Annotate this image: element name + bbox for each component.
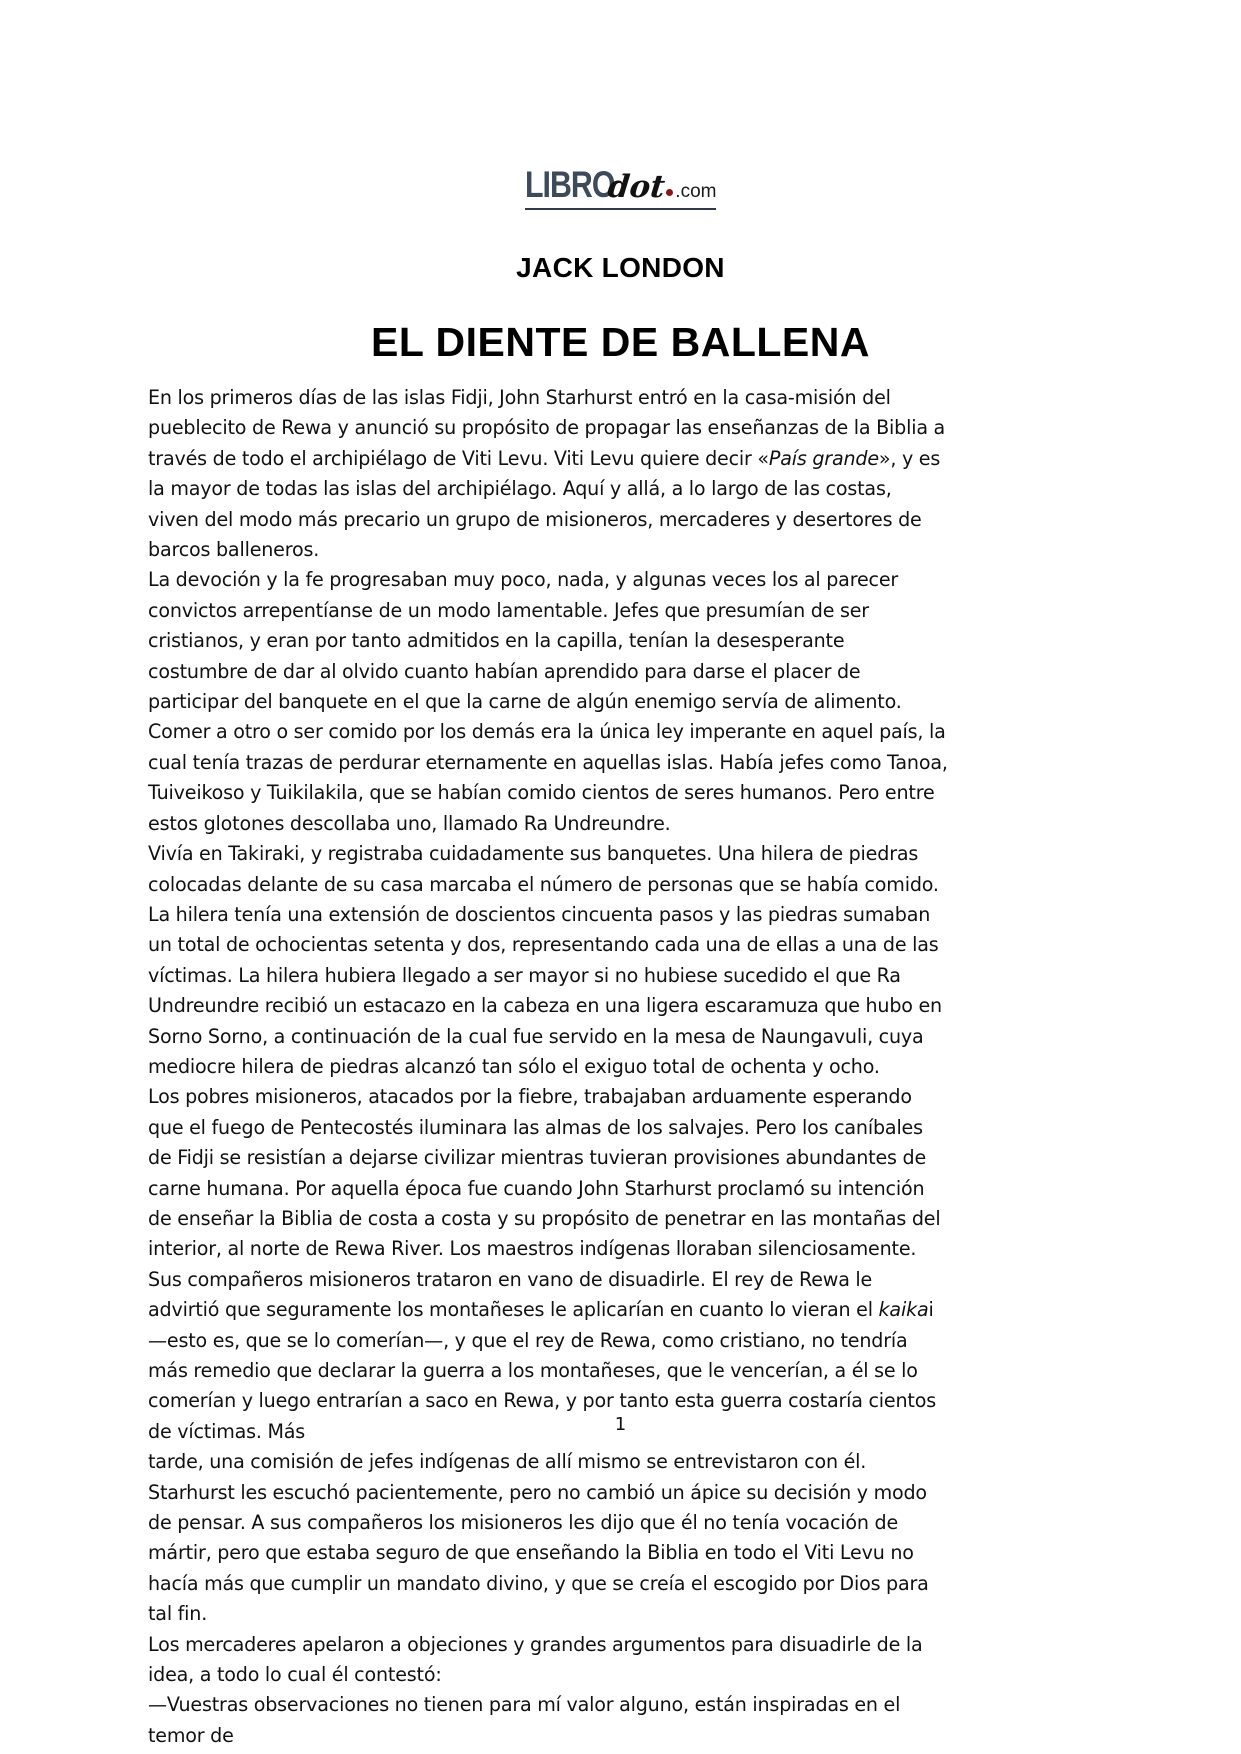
- logo-tld: .com: [675, 181, 717, 202]
- page-title: EL DIENTE DE BALLENA: [371, 319, 870, 366]
- body-text: [148, 383, 948, 1751]
- paragraph: La devoción y la fe progresaban muy poco, nada, y algunas veces los al parecer convictos arrepentíanse de un modo lamentable. Jefes que presumían de ser cristianos, y eran por tanto admitidos en la capilla, tenían la desesperante costumbre de dar al olvido cuanto habían aprendido para darse el placer de participar del banquete en el que la carne de algún enemigo servía de alimento. Comer a otro o ser comido por los demás era la única ley imperante en aquel país, la cual tenía trazas de perdurar eternamente en aquellas islas. Había jefes como Tanoa, Tuiveikoso y Tuikilakila, que se habían comido cientos de seres humanos. Pero entre estos glotones descollaba uno, llamado Ra Undreundre.: [148, 568, 948, 835]
- logo-wordmark-icon: LIBRO: [524, 164, 614, 205]
- emphasis-text: kaika: [878, 1298, 929, 1322]
- paragraph: Vivía en Takiraki, y registraba cuidadamente sus banquetes. Una hilera de piedras colocadas delante de su casa marcaba el número de personas que se había comido. La hilera tenía una extensión de doscientos cincuenta pasos y las piedras sumaban un total de ochocientas setenta y dos, representando cada una de ellas a una de las víctimas. La hilera hubiera llegado a ser mayor si no hubiese sucedido el que Ra Undreundre recibió un estacazo en la cabeza en una ligera escaramuza que hubo en Sorno Sorno, a continuación de la cual fue servido en la mesa de Naungavuli, cuya mediocre hilera de piedras alcanzó tan sólo el exiguo total de ochenta y ocho.: [148, 842, 942, 1078]
- paragraph: En los primeros días de las islas Fidji, John Starhurst entró en la casa-misión del pueblecito de Rewa y anunció su propósito de propagar las enseñanzas de la Biblia a través de todo el archipiélago de Viti Levu. Viti Levu quiere decir «País grande», y es la mayor de todas las islas del archipiélago. Aquí y allá, a lo largo de las costas, viven del modo más precario un grupo de misioneros, mercaderes y desertores de barcos balleneros.: [148, 386, 946, 562]
- paragraph: tarde, una comisión de jefes indígenas de allí mismo se entrevistaron con él.: [148, 1450, 867, 1474]
- paragraph: Los mercaderes apelaron a objeciones y grandes argumentos para disuadirle de la idea, a todo lo cual él contestó:: [148, 1632, 923, 1687]
- logo-script-dot: dot: [605, 169, 667, 205]
- author-name: JACK LONDON: [516, 252, 725, 283]
- emphasis-text: País grande: [768, 446, 879, 470]
- paragraph: Los pobres misioneros, atacados por la fiebre, trabajaban arduamente esperando que el fuego de Pentecostés iluminara las almas de los salvajes. Pero los caníbales de Fidji se resistían a dejarse civilizar mientras tuvieran provisiones abundantes de carne humana. Por aquella época fue cuando John Starhurst proclamó su intención de enseñar la Biblia de costa a costa y su propósito de penetrar en las montañas del interior, al norte de Rewa River. Los maestros indígenas lloraban silenciosamente.: [148, 1085, 941, 1261]
- paragraph: Sus compañeros misioneros trataron en vano de disuadirle. El rey de Rewa le advirtió que seguramente los montañeses le aplicarían en cuanto lo vieran el kaikai —esto es, que se lo comerían—, y que el rey de Rewa, como cristiano, no tendría más remedio que declarar la guerra a los montañeses, que le vencerían, a él se lo comerían y luego entrarían a saco en Rewa, y por tanto esta guerra costaría cientos de víctimas. Más: [148, 1267, 936, 1443]
- logo-inner: [525, 166, 717, 210]
- page-number: 1: [614, 1414, 627, 1435]
- librodot-logo: [0, 166, 1241, 210]
- paragraph: Starhurst les escuchó pacientemente, pero no cambió un ápice su decisión y modo de pensar. A sus compañeros los misioneros les dijo que él no tenía vocación de mártir, pero que estaba seguro de que enseñando la Biblia en todo el Viti Levu no hacía más que cumplir un mandato divino, y que se creía el escogido por Dios para tal fin.: [148, 1480, 929, 1626]
- red-dot-icon: [666, 189, 673, 196]
- paragraph: —Vuestras observaciones no tienen para mí valor alguno, están inspiradas en el temor de: [148, 1693, 901, 1747]
